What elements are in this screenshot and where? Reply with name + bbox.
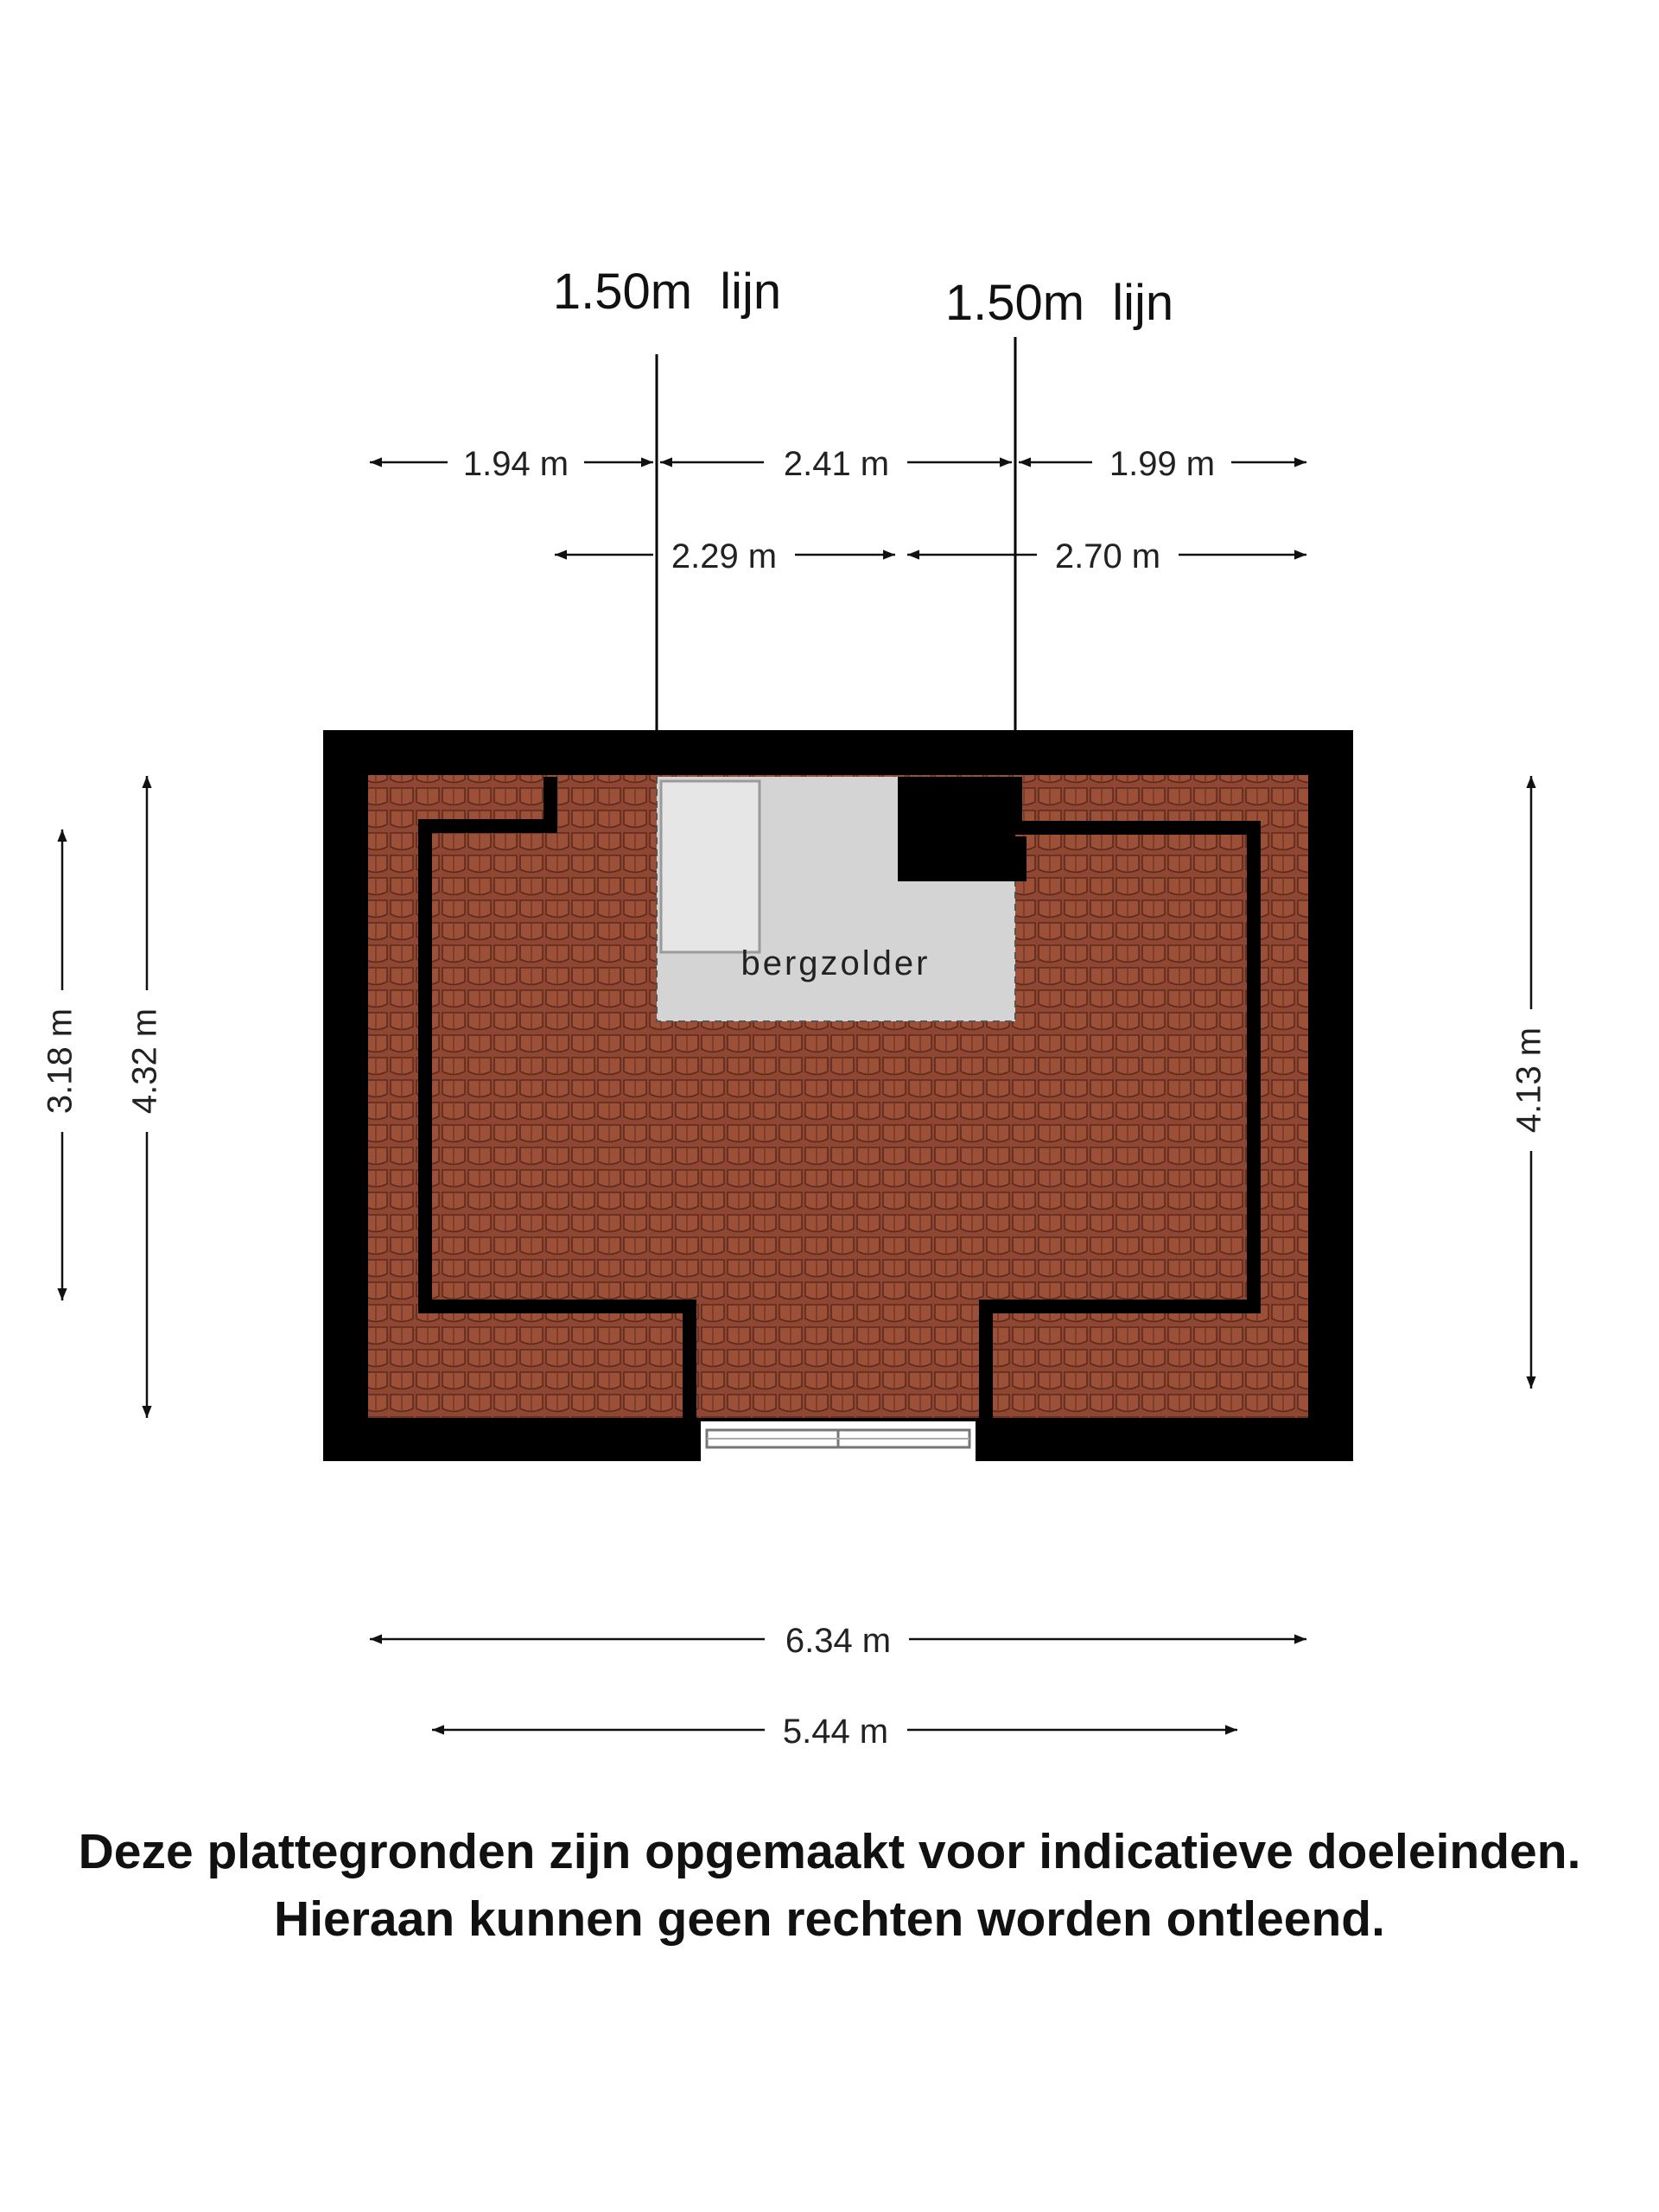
dimension-left-outer-label: 3.18 m [41, 1007, 79, 1115]
dimension-bottom-outer-label: 6.34 m [785, 1622, 892, 1660]
chimney-block [898, 777, 1027, 881]
dimension-bottom-outer [370, 1622, 1306, 1660]
disclaimer-line-1: Deze plattegronden zijn opgemaakt voor indicatieve doeleinden. [78, 1824, 1581, 1879]
dimension-bottom-inner [432, 1713, 1237, 1751]
dimension-top-3 [1019, 445, 1306, 483]
dimension-left-inner [126, 776, 164, 1418]
dimension-top-5-label: 2.70 m [1054, 537, 1161, 575]
dimension-top-2 [660, 445, 1012, 483]
dimension-top-4-label: 2.29 m [671, 537, 778, 575]
storage-box [661, 781, 760, 952]
dimension-left-inner-label: 4.32 m [125, 1007, 164, 1115]
room-label: bergzolder [741, 944, 931, 982]
height-line-right-label: 1.50m lijn [944, 275, 1174, 331]
dimension-top-5 [907, 537, 1306, 575]
dimension-left-outer [41, 830, 79, 1300]
dimension-top-1-label: 1.94 m [462, 445, 569, 483]
dimension-right-label: 4.13 m [1510, 1027, 1548, 1134]
dimension-top-4 [555, 537, 895, 575]
dimension-top-2-label: 2.41 m [783, 445, 890, 483]
dimension-top-3-label: 1.99 m [1109, 445, 1216, 483]
height-line-left-label: 1.50m lijn [552, 264, 782, 320]
dimension-bottom-inner-label: 5.44 m [782, 1713, 889, 1751]
dimension-top-1 [370, 445, 653, 483]
disclaimer-line-2: Hieraan kunnen geen rechten worden ontleend. [274, 1891, 1385, 1947]
dimension-right [1510, 776, 1548, 1389]
